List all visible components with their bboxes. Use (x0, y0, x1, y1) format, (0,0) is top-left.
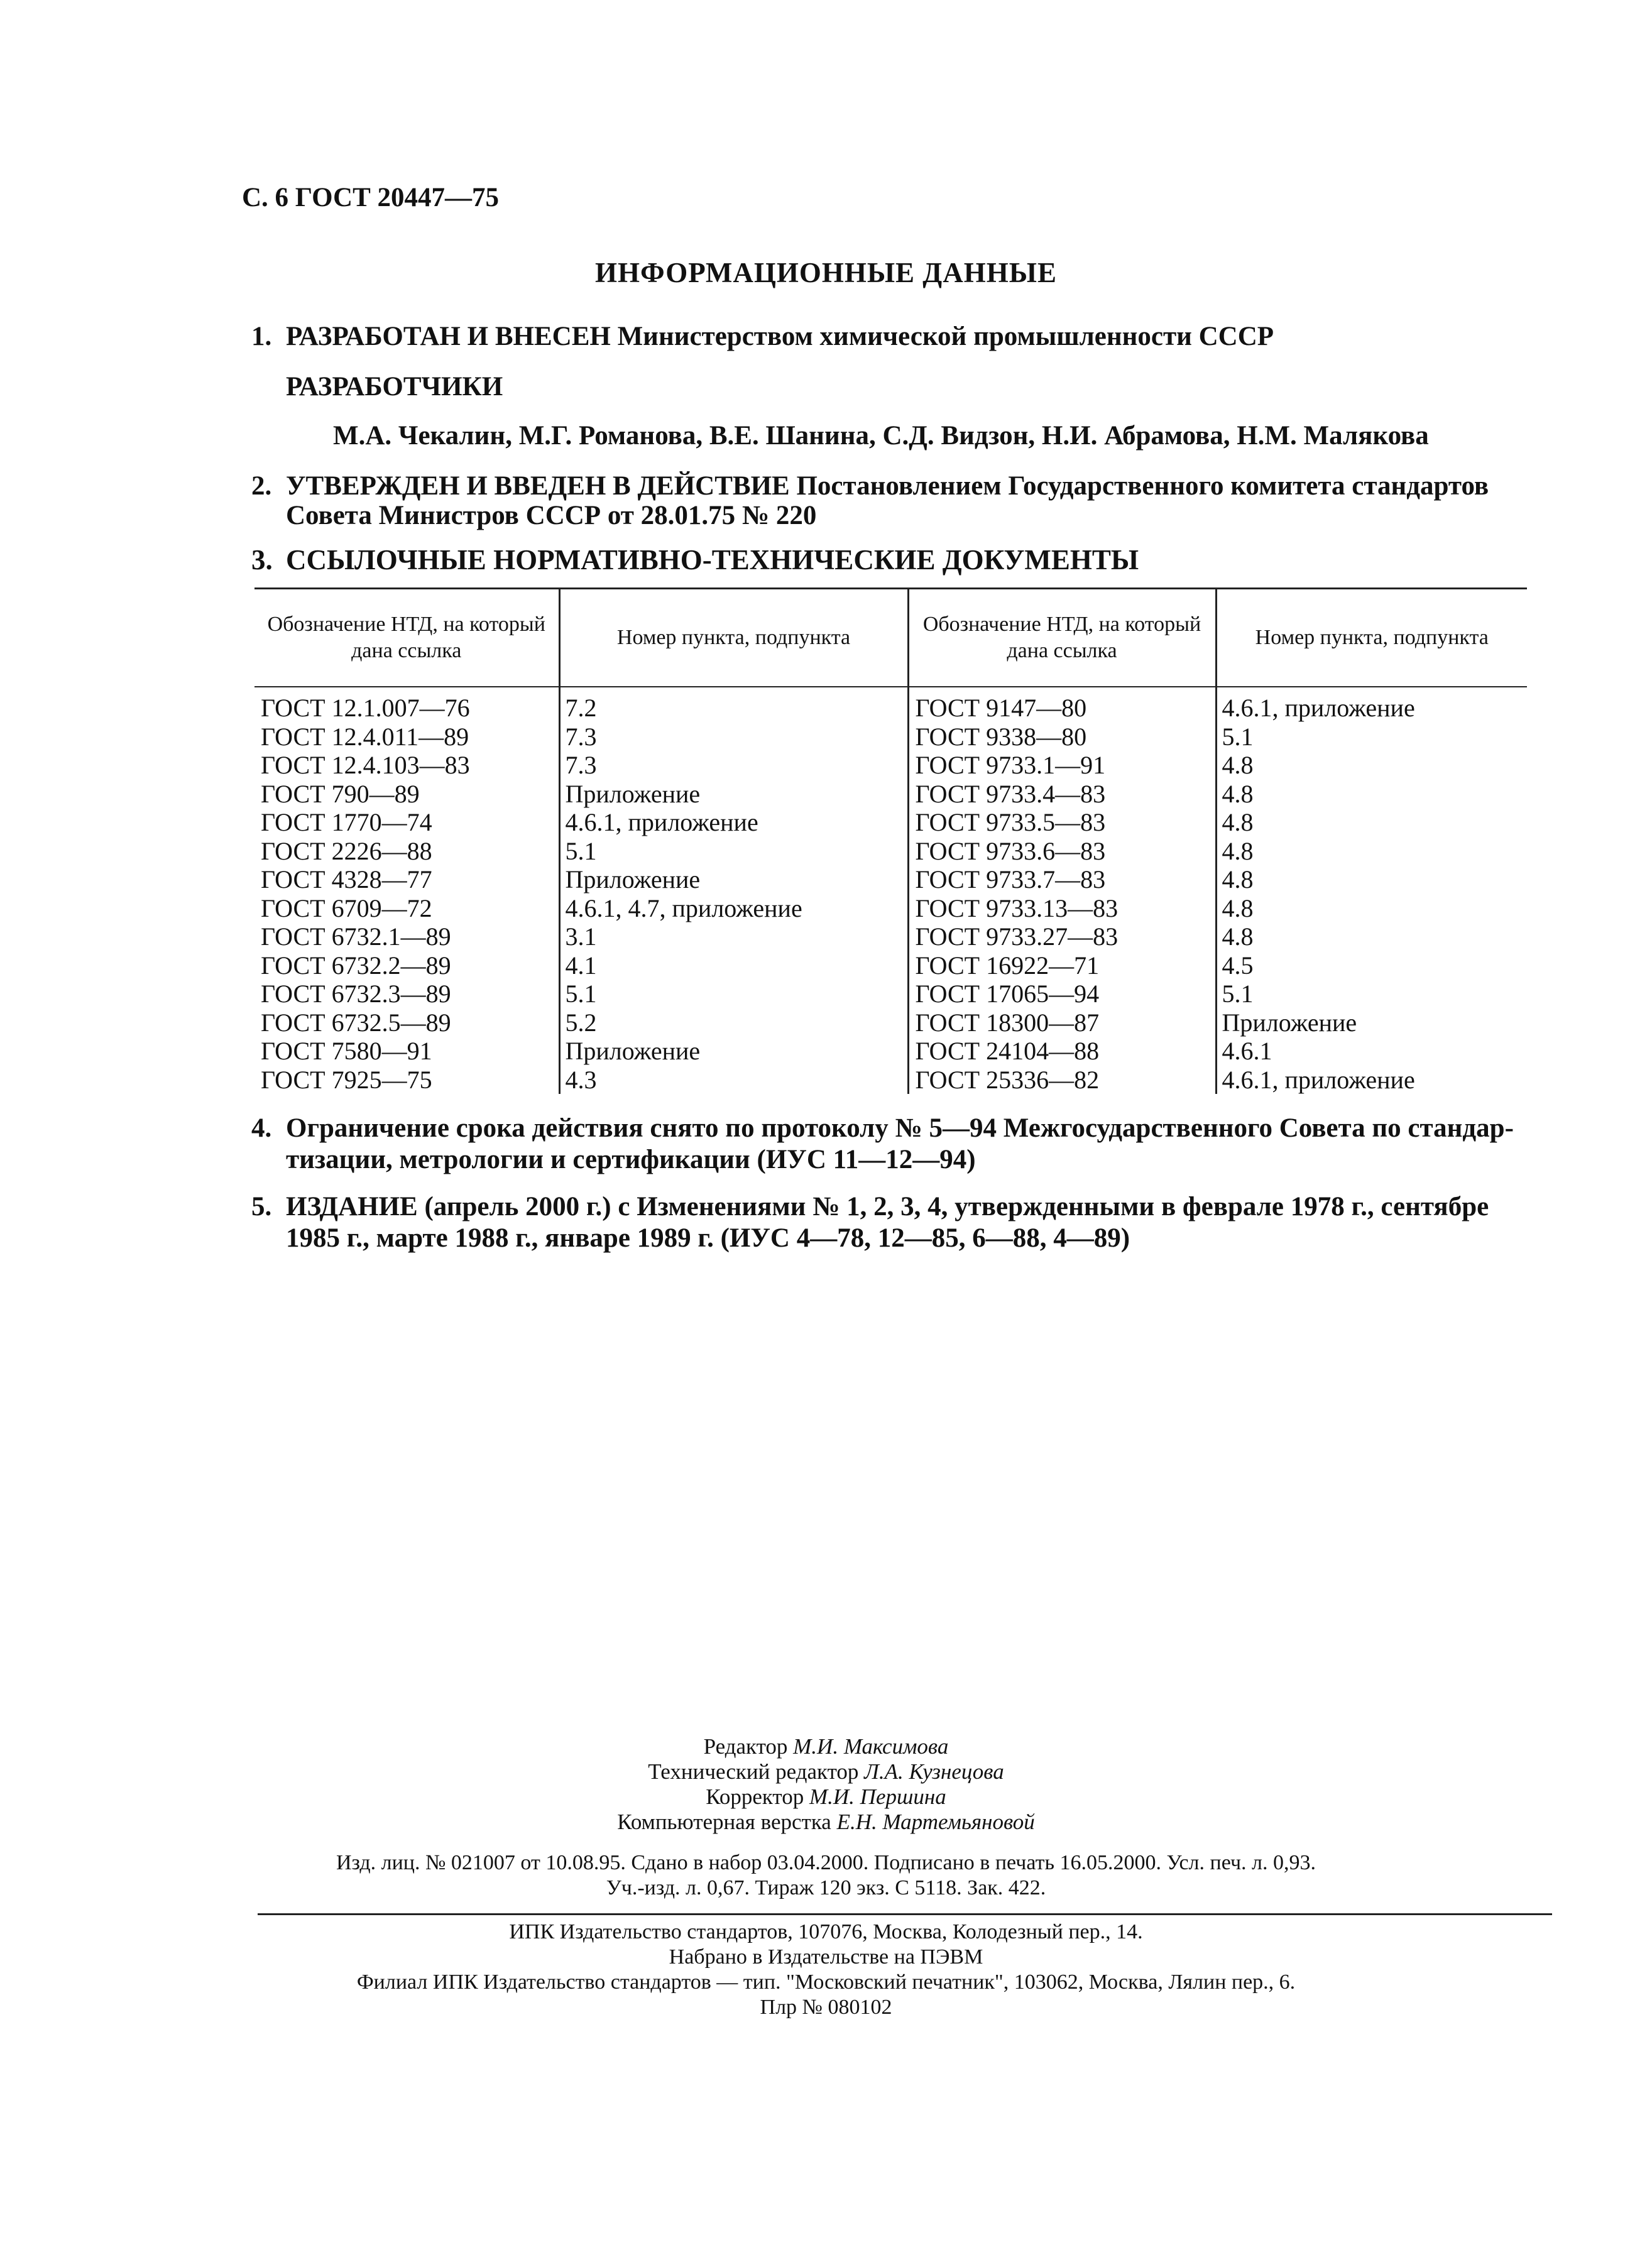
table-cell: 4.3 (559, 1066, 908, 1095)
table-cell: ГОСТ 6732.1—89 (261, 922, 451, 951)
table-row (254, 837, 1527, 866)
table-row (254, 865, 1527, 894)
publisher-line-3: Филиал ИПК Издательство стандартов — тип. "Московский печатник", 103062, Москва, Лялин пер., 6. (356, 1970, 1296, 1994)
table-cell: 4.8 (1216, 894, 1527, 923)
table-cell: 7.2 (559, 687, 908, 723)
table-cell: ГОСТ 1770—74 (261, 808, 432, 836)
table-cell: 5.1 (1216, 723, 1527, 751)
table-row (254, 723, 1527, 751)
table-row (254, 922, 1527, 951)
table-cell: ГОСТ 4328—77 (261, 865, 432, 893)
table-cell: ГОСТ 18300—87 (908, 1008, 1216, 1037)
table-cell: 4.6.1, приложение (1216, 1066, 1527, 1095)
table-cell: ГОСТ 9733.5—83 (908, 808, 1216, 837)
credits-block (0, 1734, 1652, 1835)
table-cell: 5.2 (559, 1008, 908, 1037)
table-cell: 7.3 (559, 751, 908, 780)
table-row (254, 1066, 1527, 1095)
credit-layout: Компьютерная верстка Е.Н. Мартемьяновой (617, 1810, 1035, 1834)
table-cell: Приложение (559, 1037, 908, 1066)
imprint-line-2: Уч.-изд. л. 0,67. Тираж 120 экз. С 5118. Зак. 422. (606, 1876, 1046, 1899)
table-row (254, 894, 1527, 923)
item-5-number: 5. (251, 1192, 272, 1221)
table-cell: ГОСТ 9733.6—83 (908, 837, 1216, 866)
publisher-line-1: ИПК Издательство стандартов, 107076, Москва, Колодезный пер., 14. (509, 1920, 1143, 1943)
table-row (254, 808, 1527, 837)
references-table-body (254, 687, 1527, 1094)
table-cell: ГОСТ 7580—91 (261, 1037, 432, 1065)
publisher-block (0, 1920, 1652, 2020)
table-cell: ГОСТ 9733.1—91 (908, 751, 1216, 780)
table-cell: 4.8 (1216, 808, 1527, 837)
table-cell: 5.1 (1216, 980, 1527, 1008)
table-row (254, 687, 1527, 723)
imprint-line-1: Изд. лиц. № 021007 от 10.08.95. Сдано в набор 03.04.2000. Подписано в печать 16.05.2000. Усл. печ. л. 0,93. (336, 1851, 1316, 1874)
page-header: С. 6 ГОСТ 20447—75 (242, 183, 500, 212)
table-cell: ГОСТ 790—89 (261, 779, 420, 808)
table-row (254, 751, 1527, 780)
col-header-ntd-2: Обозначение НТД, на который дана ссылка (908, 589, 1216, 687)
table-row (254, 1008, 1527, 1037)
item-1-number: 1. (251, 322, 272, 351)
table-cell: Приложение (559, 865, 908, 894)
col-header-item-1: Номер пункта, подпункта (559, 589, 908, 687)
item-3 (251, 544, 1139, 576)
table-cell: 5.1 (559, 837, 908, 866)
table-cell: 3.1 (559, 922, 908, 951)
table-cell: ГОСТ 9733.4—83 (908, 780, 1216, 809)
item-5-line2: 1985 г., марте 1988 г., январе 1989 г. (ИУС 4—78, 12—85, 6—88, 4—89) (286, 1223, 1130, 1253)
table-cell: 4.8 (1216, 780, 1527, 809)
table-cell: 4.8 (1216, 865, 1527, 894)
table-cell: ГОСТ 2226—88 (261, 836, 432, 865)
table-row (254, 951, 1527, 980)
col-header-item-2: Номер пункта, подпункта (1216, 589, 1527, 687)
table-cell: Приложение (559, 780, 908, 809)
developers-list: М.А. Чекалин, М.Г. Романова, В.Е. Шанина, С.Д. Видзон, Н.И. Абрамова, Н.М. Малякова (333, 421, 1429, 451)
credit-editor: Редактор М.И. Максимова (703, 1734, 949, 1759)
table-cell: ГОСТ 9733.7—83 (908, 865, 1216, 894)
item-5-line1: (апрель 2000 г.) с Изменениями № 1, 2, 3, 4, утвержденными в феврале 1978 г., сентябре (424, 1192, 1489, 1221)
imprint-divider (258, 1913, 1552, 1915)
table-cell: 4.6.1 (1216, 1037, 1527, 1066)
table-row (254, 1037, 1527, 1066)
table-cell: ГОСТ 24104—88 (908, 1037, 1216, 1066)
table-cell: ГОСТ 6709—72 (261, 893, 432, 922)
table-cell: Приложение (1216, 1008, 1527, 1037)
table-cell: ГОСТ 12.4.103—83 (261, 751, 470, 779)
table-cell: ГОСТ 9147—80 (908, 687, 1216, 723)
item-2-text-line2: Совета Министров СССР от 28.01.75 № 220 (286, 501, 817, 530)
table-cell: ГОСТ 12.4.011—89 (261, 722, 469, 751)
table-cell: ГОСТ 25336—82 (908, 1066, 1216, 1095)
table-cell: ГОСТ 9733.13—83 (908, 894, 1216, 923)
item-3-lead: ССЫЛОЧНЫЕ НОРМАТИВНО-ТЕХНИЧЕСКИЕ ДОКУМЕНТЫ (286, 544, 1139, 576)
table-cell: ГОСТ 6732.5—89 (261, 1008, 451, 1037)
col-header-ntd-1: Обозначение НТД, на который дана ссылка (254, 589, 559, 687)
table-cell: ГОСТ 9338—80 (908, 723, 1216, 751)
table-cell: ГОСТ 16922—71 (908, 951, 1216, 980)
item-1 (251, 320, 1274, 353)
table-cell: 4.6.1, приложение (559, 808, 908, 837)
imprint-block (0, 1850, 1652, 1901)
table-cell: ГОСТ 17065—94 (908, 980, 1216, 1008)
table-cell: 4.8 (1216, 751, 1527, 780)
item-3-number: 3. (251, 544, 273, 576)
credit-tech-editor: Технический редактор Л.А. Кузнецова (648, 1759, 1004, 1784)
item-1-lead: РАЗРАБОТАН И ВНЕСЕН (286, 322, 611, 351)
section-title: ИНФОРМАЦИОННЫЕ ДАННЫЕ (595, 257, 1057, 288)
table-row (254, 980, 1527, 1008)
item-5-lead: ИЗДАНИЕ (286, 1192, 418, 1221)
item-1-text: Министерством химической промышленности СССР (617, 322, 1274, 351)
item-2 (251, 470, 1489, 503)
developers-label: РАЗРАБОТЧИКИ (286, 372, 503, 402)
item-2-number: 2. (251, 471, 272, 501)
table-cell: ГОСТ 12.1.007—76 (261, 694, 470, 722)
table-cell: 4.1 (559, 951, 908, 980)
table-cell: 4.5 (1216, 951, 1527, 980)
table-cell: 4.8 (1216, 837, 1527, 866)
item-2-lead: УТВЕРЖДЕН И ВВЕДЕН В ДЕЙСТВИЕ (286, 471, 790, 501)
credit-corrector: Корректор М.И. Першина (706, 1784, 946, 1809)
item-5 (251, 1191, 1489, 1223)
table-cell: 4.6.1, 4.7, приложение (559, 894, 908, 923)
table-cell: 4.8 (1216, 922, 1527, 951)
table-cell: ГОСТ 7925—75 (261, 1065, 432, 1094)
item-4-line2: тизации, метрологии и сертификации (ИУС 11—12—94) (286, 1145, 976, 1174)
table-cell: ГОСТ 6732.2—89 (261, 951, 451, 980)
item-4 (251, 1112, 1514, 1145)
table-cell: 7.3 (559, 723, 908, 751)
table-cell: 5.1 (559, 980, 908, 1008)
publisher-line-2: Набрано в Издательстве на ПЭВМ (669, 1945, 983, 1969)
table-cell: 4.6.1, приложение (1216, 687, 1527, 723)
publisher-line-4: Плр № 080102 (760, 1996, 892, 2019)
table-cell: ГОСТ 6732.3—89 (261, 980, 451, 1008)
references-table (254, 589, 1527, 1094)
item-4-number: 4. (251, 1113, 272, 1143)
table-cell: ГОСТ 9733.27—83 (908, 922, 1216, 951)
table-row (254, 780, 1527, 809)
item-2-text: Постановлением Государственного комитета стандартов (796, 471, 1489, 501)
item-4-line1: Ограничение срока действия снято по протоколу № 5—94 Межгосударственного Совета по стандар- (286, 1113, 1514, 1143)
